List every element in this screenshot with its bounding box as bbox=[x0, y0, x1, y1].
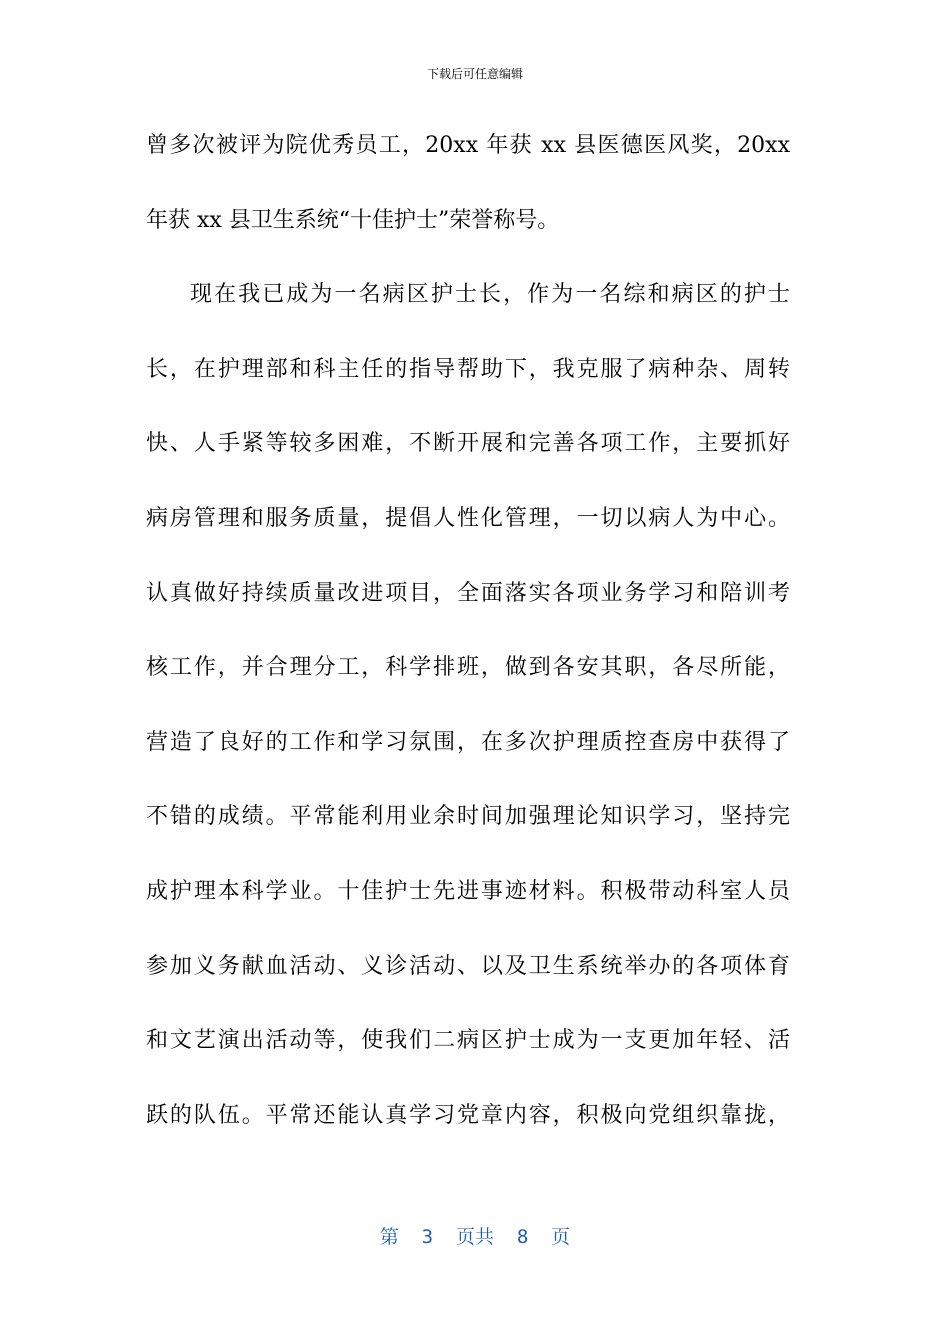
body-line-8: 核工作，并合理分工，科学排班，做到各安其职，各尽所能， bbox=[146, 655, 790, 681]
body-line-2: 年获 xx 县卫生系统“十佳护士”荣誉称号。 bbox=[146, 207, 560, 233]
page-number-footer: 第 3 页共 8 页 bbox=[379, 1226, 571, 1248]
body-line-4: 长，在护理部和科主任的指导帮助下，我克服了病种杂、周转 bbox=[146, 356, 790, 382]
body-line-11: 成护理本科学业。十佳护士先进事迹材料。积极带动科室人员 bbox=[146, 878, 790, 904]
document-body bbox=[146, 109, 790, 1153]
body-line-7: 认真做好持续质量改进项目，全面落实各项业务学习和陪训考 bbox=[146, 580, 790, 606]
body-line-1: 曾多次被评为院优秀员工，20xx 年获 xx 县医德医风奖，20xx bbox=[146, 133, 790, 158]
body-line-6: 病房管理和服务质量，提倡人性化管理，一切以病人为中心。 bbox=[146, 505, 790, 531]
body-line-14: 跃的队伍。平常还能认真学习党章内容，积极向党组织靠拢， bbox=[146, 1102, 790, 1128]
body-line-12: 参加义务献血活动、义诊活动、以及卫生系统举办的各项体育 bbox=[146, 953, 790, 979]
body-line-13: 和文艺演出活动等，使我们二病区护士成为一支更加年轻、活 bbox=[146, 1028, 790, 1054]
page-header: 下载后可任意编辑 bbox=[426, 67, 523, 81]
body-line-10: 不错的成绩。平常能利用业余时间加强理论知识学习，坚持完 bbox=[146, 804, 790, 830]
body-line-9: 营造了良好的工作和学习氛围，在多次护理质控查房中获得了 bbox=[146, 729, 790, 755]
body-line-3: 现在我已成为一名病区护士长，作为一名综和病区的护士 bbox=[190, 282, 790, 308]
body-line-5: 快、人手紧等较多困难，不断开展和完善各项工作，主要抓好 bbox=[146, 431, 790, 457]
